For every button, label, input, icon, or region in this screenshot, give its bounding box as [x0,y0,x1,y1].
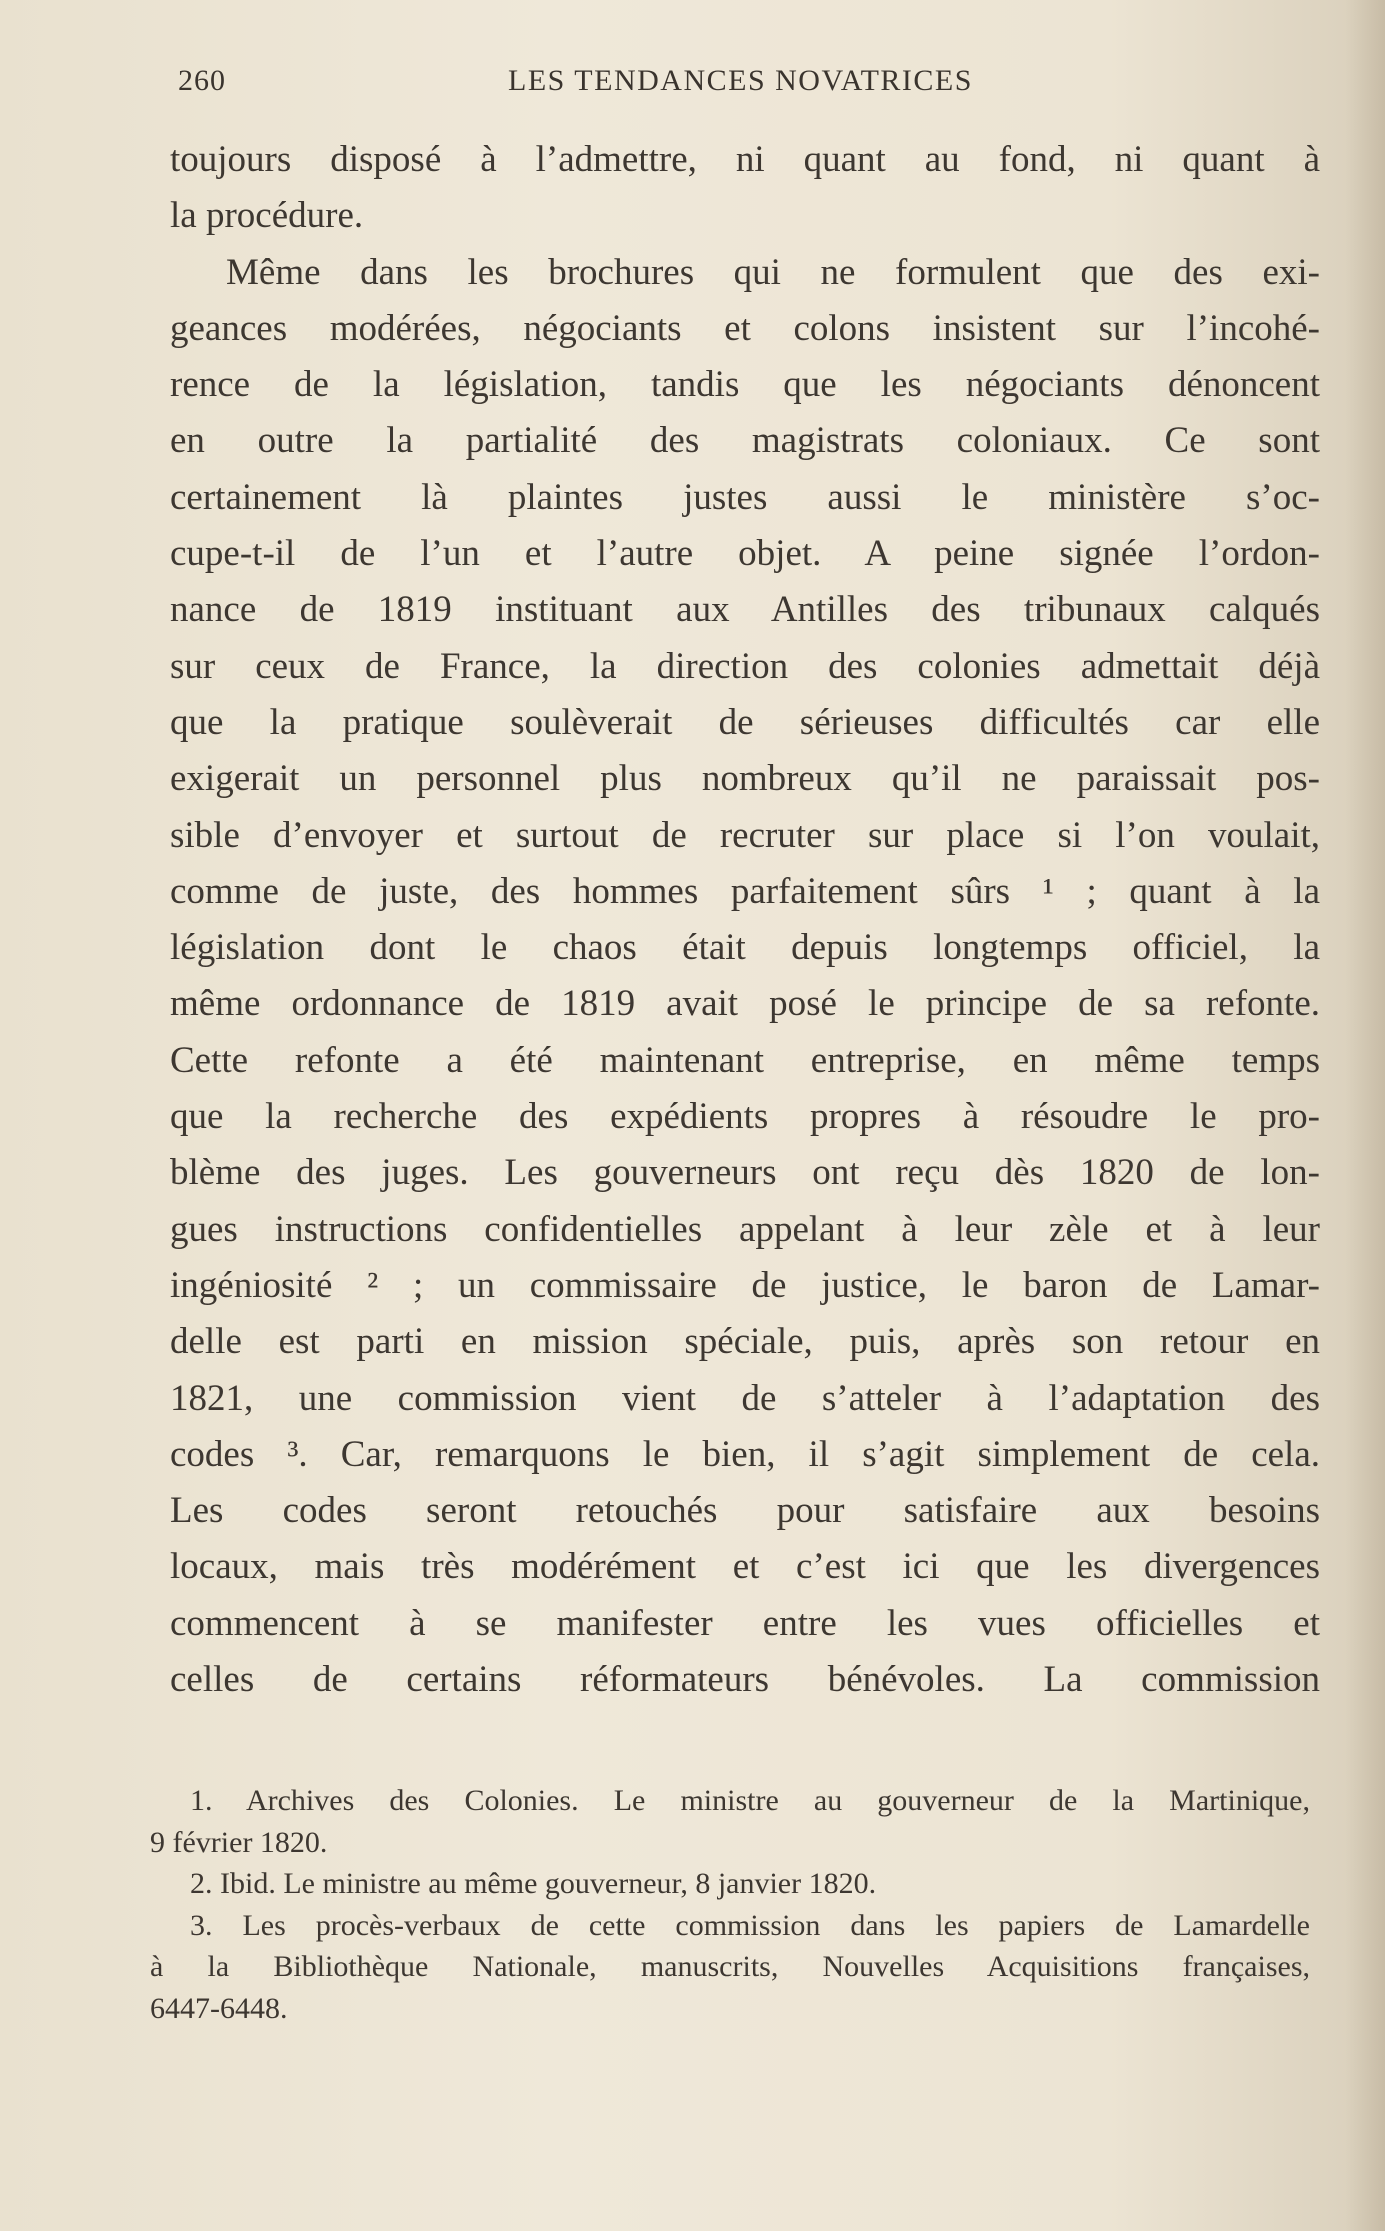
text-line: codes ³. Car, remarquons le bien, il s’agit simplement de cela. [170,1433,1320,1475]
text-line: sible d’envoyer et surtout de recruter sur place si l’on voulait, [170,814,1320,856]
text-line: blème des juges. Les gouverneurs ont reçu dès 1820 de lon- [170,1152,1320,1194]
text-line: ingéniosité ² ; un commissaire de justice, le baron de Lamar- [170,1264,1320,1306]
text-line: exigerait un personnel plus nombreux qu’il ne paraissait pos- [170,758,1320,800]
text-line: nance de 1819 instituant aux Antilles des tribunaux calqués [170,589,1320,631]
text-line: geances modérées, négociants et colons insistent sur l’incohé- [170,307,1320,349]
text-line: cupe-t-il de l’un et l’autre objet. A peine signée l’ordon- [170,533,1320,575]
text-line: rence de la législation, tandis que les négociants dénoncent [170,364,1320,406]
text-line: la procédure. [170,195,364,237]
footnote-3-cont: à la Bibliothèque Nationale, manuscrits, Nouvelles Acquisitions françaises, [150,1950,1310,1983]
footnote-1: 1. Archives des Colonies. Le ministre au gouverneur de la Martinique, [190,1784,1310,1817]
footnote-3-end: 6447-6448. [150,1991,288,2025]
footnote-1-cont: 9 février 1820. [150,1825,328,1859]
running-title: LES TENDANCES NOVATRICES [508,64,973,97]
text-line: comme de juste, des hommes parfaitement sûrs ¹ ; quant à la [170,870,1320,912]
text-line: que la recherche des expédients propres à résoudre le pro- [170,1096,1320,1138]
page-number: 260 [178,64,226,97]
text-line: Même dans les brochures qui ne formulent que des exi- [226,251,1320,293]
text-line: même ordonnance de 1819 avait posé le principe de sa refonte. [170,983,1320,1025]
text-line: toujours disposé à l’admettre, ni quant au fond, ni quant à [170,139,1320,180]
page-header [178,64,1318,108]
text-line: commencent à se manifester entre les vues officielles et [170,1602,1320,1644]
footnote-2: 2. Ibid. Le ministre au même gouverneur, 8 janvier 1820. [190,1867,877,1900]
text-line: que la pratique soulèverait de sérieuses difficultés car elle [170,701,1320,743]
footnote-3: 3. Les procès-verbaux de cette commission dans les papiers de Lamardelle [190,1908,1310,1942]
text-line: gues instructions confidentielles appelant à leur zèle et à leur [170,1208,1320,1250]
text-line: Cette refonte a été maintenant entreprise, en même temps [170,1039,1320,1081]
text-line: celles de certains réformateurs bénévoles. La commission [170,1659,1320,1701]
text-line: sur ceux de France, la direction des colonies admettait déjà [170,645,1320,687]
text-line: Les codes seront retouchés pour satisfaire aux besoins [170,1490,1320,1532]
text-line: 1821, une commission vient de s’atteler à l’adaptation des [170,1377,1320,1419]
page-edge-shadow [1345,0,1385,2231]
footnotes [150,1780,1310,2029]
body-text [170,132,1320,1708]
text-line: locaux, mais très modérément et c’est ici que les divergences [170,1546,1320,1588]
text-line: certainement là plaintes justes aussi le ministère s’oc- [170,476,1320,518]
text-line: delle est parti en mission spéciale, puis, après son retour en [170,1321,1320,1363]
text-line: législation dont le chaos était depuis longtemps officiel, la [170,927,1320,969]
text-line: en outre la partialité des magistrats coloniaux. Ce sont [170,420,1320,462]
